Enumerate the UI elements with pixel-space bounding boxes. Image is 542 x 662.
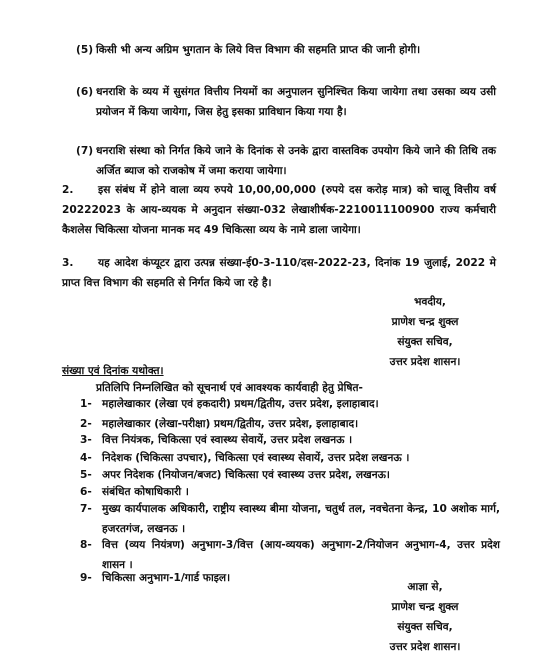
recipient-number: 7- — [80, 503, 92, 515]
condition-text: किसी भी अन्य अग्रिम भुगतान के लिये वित्त विभाग की सहमति प्राप्त की जानी होगी। — [96, 44, 421, 56]
condition-text: धनराशि के व्यय में सुसंगत वित्तीय नियमों का अनुपालन सुनिश्चित किया जायेगा तथा उसका व्यय उसी प्रयोजन में किया जायेगा, जिस हेतु इसका प्राविधान किया गया है। — [96, 86, 496, 118]
recipient-text: अपर निदेशक (नियोजन/बजट) चिकित्सा एवं स्वास्थ्य उत्तर प्रदेश, लखनऊ। — [102, 469, 390, 481]
recipient-number: 3- — [80, 434, 92, 446]
condition-6 — [76, 82, 496, 122]
paragraph-text: इस संबंध में होने वाला व्यय रुपये 10,00,00,000 (रुपये दस करोड़ मात्र) को चालू वित्तीय वर्ष 20222023 के आय-व्ययक मे अनुदान संख्या-032 लेखाशीर्षक-2210011100900 राज्य कर्मचारी कैशलेस चिकित्सा योजना मानक मद 49 चिकित्सा व्यय के नामे डाला जायेगा। — [62, 184, 496, 236]
signature-block-2 — [350, 577, 500, 657]
recipient-text: निदेशक (चिकित्सा उपचार), चिकित्सा एवं स्वास्थ्य सेवायें, उत्तर प्रदेश लखनऊ । — [102, 452, 410, 464]
paragraph-number: 3. — [62, 257, 74, 269]
condition-number: (5) — [76, 44, 94, 56]
recipient-number: 6- — [80, 486, 92, 498]
signatory-name: प्राणेश चन्द्र शुक्ल — [391, 316, 459, 328]
reference-heading: संख्या एवं दिनांक यथोक्त। — [62, 365, 164, 377]
signature-block-1 — [350, 292, 500, 372]
paragraph-2 — [62, 180, 496, 240]
paragraph-text: यह आदेश कंप्यूटर द्वारा उत्पन्न संख्या-ई0-3-110/दस-2022-23, दिनांक 19 जुलाई, 2022 मे प्राप्त वित्त विभाग की सहमति से निर्गत किये जा रहे है। — [62, 257, 496, 289]
signature-closing: भवदीय, — [414, 296, 446, 308]
condition-number: (6) — [76, 86, 94, 98]
recipient-text: महालेखाकार (लेखा-परीक्षा) प्रथम/द्वितीय, उत्तर प्रदेश, इलाहाबाद। — [102, 418, 359, 430]
copy-intro: प्रतिलिपि निम्नलिखित को सूचनार्थ एवं आवश्यक कार्यवाही हेतु प्रेषित- — [96, 382, 363, 394]
signatory-designation: संयुक्त सचिव, — [397, 621, 453, 633]
condition-7 — [76, 141, 496, 181]
condition-text: धनराशि संस्था को निर्गत किये जाने के दिनांक से उनके द्वारा वास्तविक उपयोग किये जाने की तिथि तक अर्जित ब्याज को राजकोष में जमा कराया जायेगा। — [96, 145, 496, 177]
signatory-name: प्राणेश चन्द्र शुक्ल — [391, 601, 459, 613]
recipient-item-3 — [80, 430, 500, 450]
recipient-text: वित्त (व्यय नियंत्रण) अनुभाग-3/वित्त (आय-व्ययक) अनुभाग-2/नियोजन अनुभाग-4, उत्तर प्रदेश शासन । — [102, 539, 500, 571]
recipient-number: 1- — [80, 398, 92, 410]
condition-5 — [76, 40, 496, 60]
paragraph-3 — [62, 253, 496, 293]
recipient-number: 5- — [80, 469, 92, 481]
recipient-item-7 — [80, 499, 500, 539]
signatory-office: उत्तर प्रदेश शासन। — [389, 356, 461, 368]
signatory-designation: संयुक्त सचिव, — [397, 336, 453, 348]
signature-closing: आज्ञा से, — [407, 581, 443, 593]
recipient-number: 4- — [80, 452, 92, 464]
recipient-text: मुख्य कार्यपालक अधिकारी, राष्ट्रीय स्वास्थ्य बीमा योजना, चतुर्थ तल, नवचेतना केन्द्र, 10 अशोक मार्ग, हजरतगंज, लखनऊ । — [102, 503, 500, 535]
recipient-item-1 — [80, 394, 500, 414]
recipient-number: 2- — [80, 418, 92, 430]
recipient-text: महालेखाकार (लेखा एवं हकदारी) प्रथम/द्वितीय, उत्तर प्रदेश, इलाहाबाद। — [102, 398, 379, 410]
recipient-text: वित्त नियंत्रक, चिकित्सा एवं स्वास्थ्य सेवायें, उत्तर प्रदेश लखनऊ । — [102, 434, 353, 446]
recipient-number: 8- — [80, 539, 92, 551]
paragraph-number: 2. — [62, 184, 74, 196]
signatory-office: उत्तर प्रदेश शासन। — [389, 641, 461, 653]
recipient-number: 9- — [80, 572, 92, 584]
recipient-text: संबंधित कोषाधिकारी । — [102, 486, 189, 498]
recipient-text: चिकित्सा अनुभाग-1/गार्ड फाइल। — [102, 572, 231, 584]
condition-number: (7) — [76, 145, 94, 157]
